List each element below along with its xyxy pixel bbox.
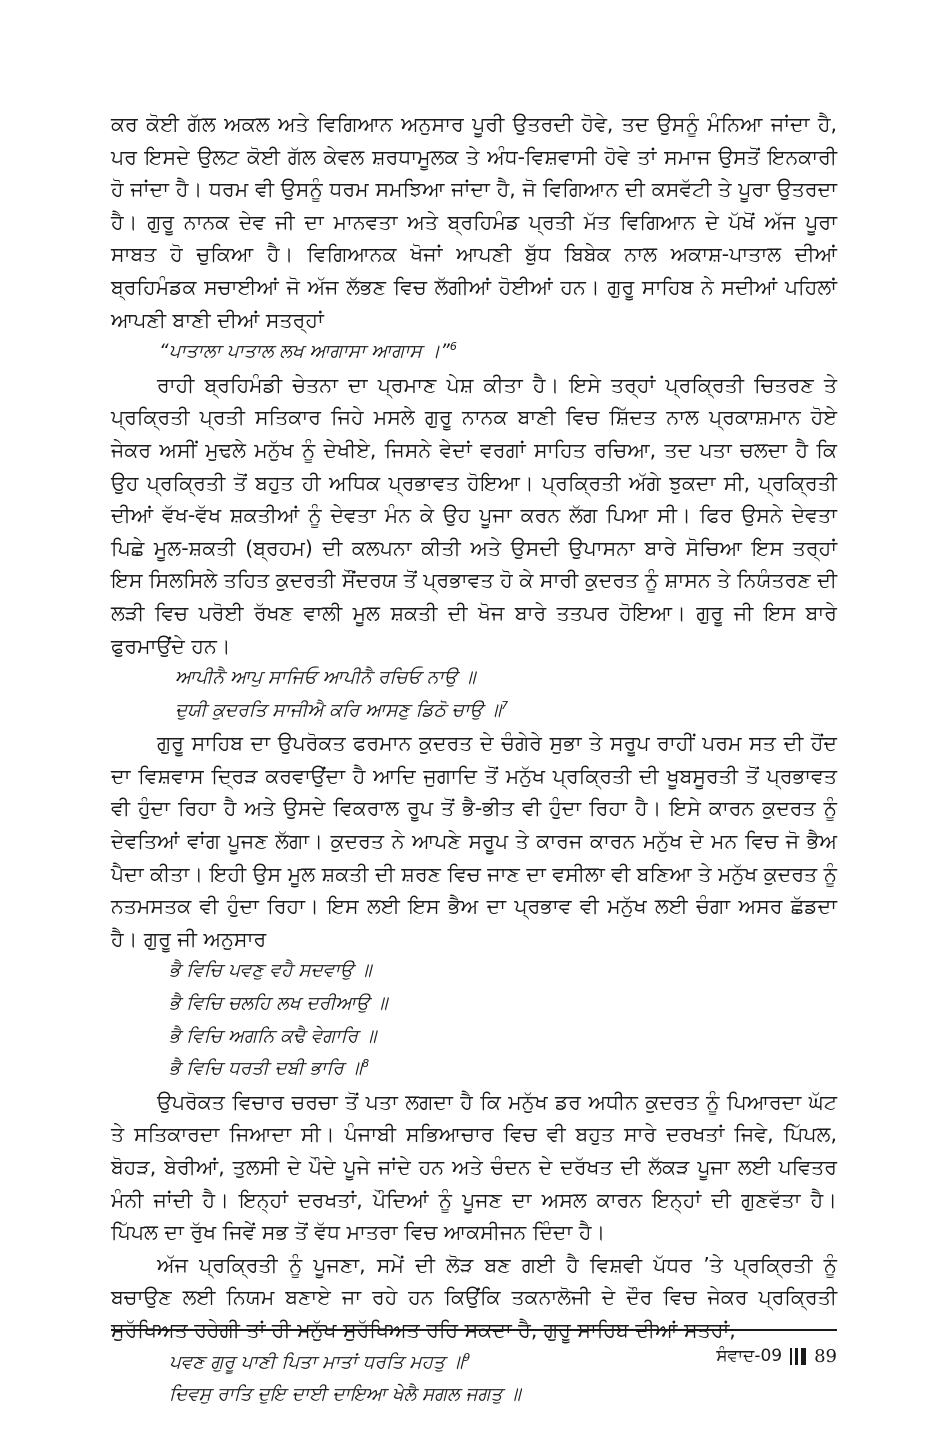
quote-text: ਆਪੀਨੈ ਆਪੁ ਸਾਜਿਓ ਆਪੀਨੈ ਰਚਿਓ ਨਾਉ ॥ — [175, 667, 476, 689]
paragraph-2: ਰਾਹੀ ਬ੍ਰਹਿਮੰਡੀ ਚੇਤਨਾ ਦਾ ਪ੍ਰਮਾਣ ਪੇਸ਼ ਕੀਤਾ ਹੈ। ਇਸੇ ਤਰ੍ਹਾਂ ਪ੍ਰਕ੍ਰਿਤੀ ਚਿਤਰਣ ਤੇ ਪ੍ਰਕ੍ਰਿਤੀ ਪ੍ਰਤੀ ਸਤਿਕਾਰ ਜਿਹੇ ਮਸਲੇ ਗੁਰੂ ਨਾਨਕ ਬਾਣੀ ਵਿਚ ਸ਼ਿੱਦਤ ਨਾਲ ਪ੍ਰਕਾਸ਼ਮਾਨ ਹੋਏ ਜੇਕਰ ਅਸੀਂ ਮੁਢਲੇ ਮਨੁੱਖ ਨੂੰ ਦੇਖੀਏ, ਜਿਸਨੇ ਵੇਦਾਂ ਵਰਗਾਂ ਸਾਹਿਤ ਰਚਿਆ, ਤਦ ਪਤਾ ਚਲਦਾ ਹੈ ਕਿ ਉਹ ਪ੍ਰਕ੍ਰਿਤੀ ਤੋਂ ਬਹੁਤ ਹੀ ਅਧਿਕ ਪ੍ਰਭਾਵਤ ਹੋਇਆ। ਪ੍ਰਕ੍ਰਿਤੀ ਅੱਗੇ ਝੁਕਦਾ ਸੀ, ਪ੍ਰਕ੍ਰਿਤੀ ਦੀਆਂ ਵੱਖ-ਵੱਖ ਸ਼ਕਤੀਆਂ ਨੂੰ ਦੇਵਤਾ ਮੰਨ ਕੇ ਉਹ ਪੂਜਾ ਕਰਨ ਲੱਗ ਪਿਆ ਸੀ। ਫਿਰ ਉਸਨੇ ਦੇਵਤਾ ਪਿਛੇ ਮੂਲ-ਸ਼ਕਤੀ (ਬ੍ਰਹਮ) ਦੀ ਕਲਪਨਾ ਕੀਤੀ ਅਤੇ ਉਸਦੀ ਉਪਾਸਨਾ ਬਾਰੇ ਸੋਚਿਆ ਇਸ ਤਰ੍ਹਾਂ ਇਸ ਸਿਲਸਿਲੇ ਤਹਿਤ ਕੁਦਰਤੀ ਸੌਂਦਰਯ ਤੋਂ ਪ੍ਰਭਾਵਤ ਹੋ ਕੇ ਸਾਰੀ ਕੁਦਰਤ ਨੂੰ ਸ਼ਾਸਨ ਤੇ ਨਿਯੰਤਰਣ ਦੀ ਲੜੀ ਵਿਚ ਪਰੋਈ ਰੱਖਣ ਵਾਲੀ ਮੂਲ ਸ਼ਕਤੀ ਦੀ ਖੋਜ ਬਾਰੇ ਤਤਪਰ ਹੋਇਆ। ਗੁਰੂ ਜੀ ਇਸ ਬਾਰੇ ਫੁਰਮਾਉਂਦੇ ਹਨ। — [111, 372, 837, 658]
footnote-ref: 6 — [449, 340, 457, 353]
quote-line — [111, 955, 837, 988]
quote-text: ਭੈ ਵਿਚਿ ਚਲਹਿ ਲਖ ਦਰੀਆਉ ॥ — [169, 993, 388, 1015]
journal-title: ਸੰਵਾਦ-09 — [716, 1346, 783, 1366]
paragraph-1: ਕਰ ਕੋਈ ਗੱਲ ਅਕਲ ਅਤੇ ਵਿਗਿਆਨ ਅਨੁਸਾਰ ਪੂਰੀ ਉਤਰਦੀ ਹੋਵੇ, ਤਦ ਉਸਨੂੰ ਮੰਨਿਆ ਜਾਂਦਾ ਹੈ, ਪਰ ਇਸਦੇ ਉਲਟ ਕੋਈ ਗੱਲ ਕੇਵਲ ਸ਼ਰਧਾਮੂਲਕ ਤੇ ਅੰਧ-ਵਿਸ਼ਵਾਸੀ ਹੋਵੇ ਤਾਂ ਸਮਾਜ ਉਸਤੋਂ ਇਨਕਾਰੀ ਹੋ ਜਾਂਦਾ ਹੈ। ਧਰਮ ਵੀ ਉਸਨੂੰ ਧਰਮ ਸਮਝਿਆ ਜਾਂਦਾ ਹੈ, ਜੋ ਵਿਗਿਆਨ ਦੀ ਕਸਵੱਟੀ ਤੇ ਪੂਰਾ ਉਤਰਦਾ ਹੈ। ਗੁਰੂ ਨਾਨਕ ਦੇਵ ਜੀ ਦਾ ਮਾਨਵਤਾ ਅਤੇ ਬ੍ਰਹਿਮੰਡ ਪ੍ਰਤੀ ਮੱਤ ਵਿਗਿਆਨ ਦੇ ਪੱਖੋਂ ਅੱਜ ਪੂਰਾ ਸਾਬਤ ਹੋ ਚੁਕਿਆ ਹੈ। ਵਿਗਿਆਨਕ ਖੋਜਾਂ ਆਪਣੀ ਬੁੱਧ ਬਿਬੇਕ ਨਾਲ ਅਕਾਸ਼-ਪਾਤਾਲ ਦੀਆਂ ਬ੍ਰਹਿਮੰਡਕ ਸਚਾਈਆਂ ਜੋ ਅੱਜ ਲੱਭਣ ਵਿਚ ਲੱਗੀਆਂ ਹੋਈਆਂ ਹਨ। ਗੁਰੂ ਸਾਹਿਬ ਨੇ ਸਦੀਆਂ ਪਹਿਲਾਂ ਆਪਣੀ ਬਾਣੀ ਦੀਆਂ ਸਤਰ੍ਹਾਂ — [111, 112, 837, 332]
quote-text: ਦਿਵਸੁ ਰਾਤਿ ਦੁਇ ਦਾਈ ਦਾਇਆ ਖੇਲੈ ਸਗਲ ਜਗਤੁ ॥ — [169, 1384, 521, 1406]
quote-text: ਭੈ ਵਿਚਿ ਅਗਨਿ ਕਢੈ ਵੇਗਾਰਿ ॥ — [169, 1025, 377, 1047]
page-number: 89 — [814, 1345, 837, 1367]
quote-line — [111, 1053, 837, 1086]
quote-line — [111, 336, 837, 369]
quote-line — [111, 695, 837, 728]
paragraph-5: ਅੱਜ ਪ੍ਰਕ੍ਰਿਤੀ ਨੂੰ ਪੂਜਣਾ, ਸਮੇਂ ਦੀ ਲੋੜ ਬਣ ਗਈ ਹੈ ਵਿਸ਼ਵੀ ਪੱਧਰ ’ਤੇ ਪ੍ਰਕ੍ਰਿਤੀ ਨੂੰ ਬਚਾਉਣ ਲਈ ਨਿਯਮ ਬਣਾਏ ਜਾ ਰਹੇ ਹਨ ਕਿਉਂਕਿ ਤਕਨਾਲੋਜੀ ਦੇ ਦੌਰ ਵਿਚ ਜੇਕਰ ਪ੍ਰਕ੍ਰਿਤੀ ਸੁਰੱਖਿਅਤ ਰਹੇਗੀ ਤਾਂ ਹੀ ਮਨੁੱਖ ਸੁਰੱਖਿਅਤ ਰਹਿ ਸਕਦਾ ਹੈ, ਗੁਰੂ ਸਾਹਿਬ ਦੀਆਂ ਸਤਰਾਂ, — [111, 1252, 837, 1342]
quote-text: ਭੈ ਵਿਚਿ ਧਰਤੀ ਦਬੀ ਭਾਰਿ ॥ — [169, 1058, 363, 1080]
quote-text: ਪਵਣ ਗੁਰੂ ਪਾਣੀ ਪਿਤਾ ਮਾਤਾਂ ਧਰਤਿ ਮਹਤੁ ॥ — [169, 1351, 464, 1373]
quote-text: ਭੈ ਵਿਚਿ ਪਵਣੁ ਵਹੈ ਸਦਵਾਉ ॥ — [169, 960, 372, 982]
footer-rule — [111, 1329, 837, 1331]
footnote-ref: 7 — [501, 698, 509, 712]
footnote-ref: 9 — [463, 1350, 471, 1364]
quote-line — [111, 662, 837, 695]
quote-text: “ਪਾਤਾਲਾ ਪਾਤਾਲ ਲਖ ਆਗਾਸਾ ਆਗਾਸ ।” — [159, 341, 450, 363]
quote-line — [111, 988, 837, 1021]
quote-text: ਦੁਯੀ ਕੁਦਰਤਿ ਸਾਜੀਐ ਕਰਿ ਆਸਣੁ ਡਿਠੋ ਚਾਉ ॥ — [175, 699, 502, 721]
paragraph-4: ਉਪਰੋਕਤ ਵਿਚਾਰ ਚਰਚਾ ਤੋਂ ਪਤਾ ਲਗਦਾ ਹੈ ਕਿ ਮਨੁੱਖ ਡਰ ਅਧੀਨ ਕੁਦਰਤ ਨੂੰ ਪਿਆਰਦਾ ਘੱਟ ਤੇ ਸਤਿਕਾਰਦਾ ਜਿਆਦਾ ਸੀ। ਪੰਜਾਬੀ ਸਭਿਆਚਾਰ ਵਿਚ ਵੀ ਬਹੁਤ ਸਾਰੇ ਦਰਖਤਾਂ ਜਿਵੇ, ਪਿੱਪਲ, ਬੋਹੜ, ਬੇਰੀਆਂ, ਤੁਲਸੀ ਦੇ ਪੌਦੇ ਪੂਜੇ ਜਾਂਦੇ ਹਨ ਅਤੇ ਚੰਦਨ ਦੇ ਦਰੱਖਤ ਦੀ ਲੱਕੜ ਪੂਜਾ ਲਈ ਪਵਿਤਰ ਮੰਨੀ ਜਾਂਦੀ ਹੈ। ਇਨ੍ਹਾਂ ਦਰਖਤਾਂ, ਪੌਦਿਆਂ ਨੂੰ ਪੂਜਣ ਦਾ ਅਸਲ ਕਾਰਨ ਇਨ੍ਹਾਂ ਦੀ ਗੁਣਵੱਤਾ ਹੈ। ਪਿੱਪਲ ਦਾ ਰੁੱਖ ਜਿਵੇਂ ਸਭ ਤੋਂ ਵੱਧ ਮਾਤਰਾ ਵਿਚ ਆਕਸੀਜਨ ਦਿੰਦਾ ਹੈ। — [111, 1089, 837, 1245]
footnote-ref: 8 — [362, 1057, 370, 1071]
page-footer — [716, 1343, 837, 1369]
journal-bars-icon — [790, 1348, 806, 1365]
quote-line — [111, 1379, 837, 1412]
quote-line — [111, 1021, 837, 1054]
paragraph-3: ਗੁਰੂ ਸਾਹਿਬ ਦਾ ਉਪਰੋਕਤ ਫਰਮਾਨ ਕੁਦਰਤ ਦੇ ਚੰਗੇਰੇ ਸੁਭਾ ਤੇ ਸਰੂਪ ਰਾਹੀਂ ਪਰਮ ਸਤ ਦੀ ਹੋਂਦ ਦਾ ਵਿਸ਼ਵਾਸ ਦ੍ਰਿੜ ਕਰਵਾਉਂਦਾ ਹੈ ਆਦਿ ਜੁਗਾਦਿ ਤੋਂ ਮਨੁੱਖ ਪ੍ਰਕ੍ਰਿਤੀ ਦੀ ਖੂਬਸੂਰਤੀ ਤੋਂ ਪ੍ਰਭਾਵਤ ਵੀ ਹੁੰਦਾ ਰਿਹਾ ਹੈ ਅਤੇ ਉਸਦੇ ਵਿਕਰਾਲ ਰੂਪ ਤੋਂ ਭੈ-ਭੀਤ ਵੀ ਹੁੰਦਾ ਰਿਹਾ ਹੈ। ਇਸੇ ਕਾਰਨ ਕੁਦਰਤ ਨੂੰ ਦੇਵਤਿਆਂ ਵਾਂਗ ਪੂਜਣ ਲੱਗਾ। ਕੁਦਰਤ ਨੇ ਆਪਣੇ ਸਰੂਪ ਤੇ ਕਾਰਜ ਕਾਰਨ ਮਨੁੱਖ ਦੇ ਮਨ ਵਿਚ ਜੋ ਭੈਅ ਪੈਦਾ ਕੀਤਾ। ਇਹੀ ਉਸ ਮੂਲ ਸ਼ਕਤੀ ਦੀ ਸ਼ਰਣ ਵਿਚ ਜਾਣ ਦਾ ਵਸੀਲਾ ਵੀ ਬਣਿਆ ਤੇ ਮਨੁੱਖ ਕੁਦਰਤ ਨੂੰ ਨਤਮਸਤਕ ਵੀ ਹੁੰਦਾ ਰਿਹਾ। ਇਸ ਲਈ ਇਸ ਭੈਅ ਦਾ ਪ੍ਰਭਾਵ ਵੀ ਮਨੁੱਖ ਲਈ ਚੰਗਾ ਅਸਰ ਛੱਡਦਾ ਹੈ। ਗੁਰੂ ਜੀ ਅਨੁਸਾਰ — [111, 731, 837, 951]
body-text — [111, 108, 837, 1412]
